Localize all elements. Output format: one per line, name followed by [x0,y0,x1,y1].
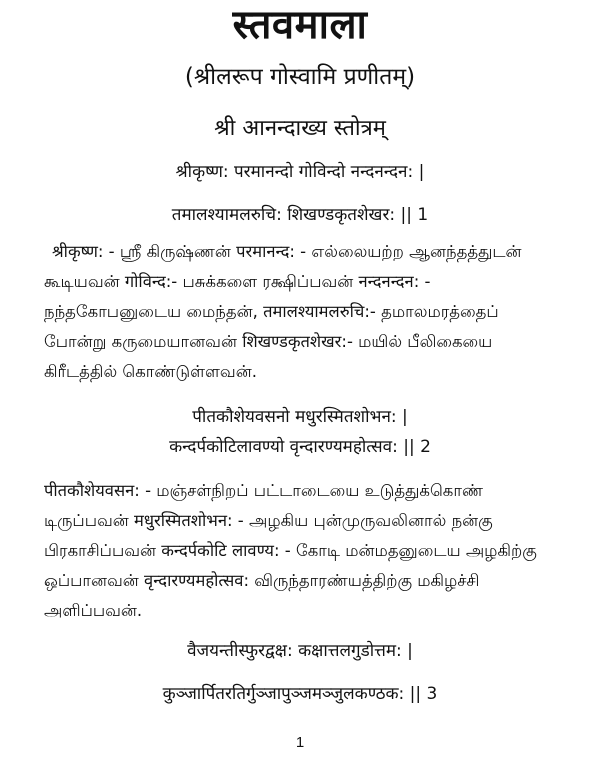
book-title: स्तवमाला [232,2,368,48]
verse-1-line-1: श्रीकृष्ण: परमानन्दो गोविन्दो नन्दनन्दन: | [175,162,425,182]
commentary-1-line-2: கூடியவன் गोविन्द:- பசுக்களை ரக்ஷிப்பவன் नन्दनन्दन: - [44,272,431,291]
commentary-2-line-5: அளிப்பவன். [44,601,143,620]
verse-2-line-1: पीतकौशेयवसनो मधुरस्मितशोभन: | [192,407,408,427]
commentary-2-line-4: ஒப்பானவன் वृन्दारण्यमहोत्सव: விருந்தாரண்யத்திற்கு மகிழச்சி [44,571,480,590]
commentary-1-line-5: கிரீடத்தில் கொண்டுள்ளவன். [44,362,257,381]
commentary-2-line-3: பிரகாசிப்பவன் कन्दर्पकोटि लावण्य: - கோடி மன்மதனுடைய அழகிற்கு [44,541,537,560]
verse-3-line-2: कुञ्जार्पितरतिर्गुञ्जापुञ्जमञ्जुलकण्ठक: || 3 [162,684,438,704]
commentary-2-line-1: पीतकौशेयवसन: - மஞ்சள்நிறப் பட்டாடையை உடுத்துக்கொண் [44,481,483,500]
commentary-1-line-4: போன்று கருமையானவன் शिखण्डकृतशेखर:- மயில் பீலிகையை [44,332,493,351]
book-subtitle: (श्रीलरूप गोस्वामि प्रणीतम्) [184,64,416,90]
commentary-2-line-2: டிருப்பவன் मधुरस्मितशोभन: - அழகிய புன்முருவலினால் நன்கு [44,511,493,530]
stotra-title: श्री आनन्दाख्य स्तोत्रम् [214,116,386,141]
commentary-1-line-1: श्रीकृष्ण: - ஸ்ரீ கிருஷ்ணன் परमानन्द: - எல்லையற்ற ஆனந்தத்துடன் [52,242,522,261]
verse-2-line-2: कन्दर्पकोटिलावण्यो वृन्दारण्यमहोत्सव: || 2 [169,437,431,457]
commentary-1-line-3: நந்தகோபனுடைய மைந்தன், तमालश्यामलरुचि:- தமாலமரத்தைப் [44,302,499,321]
page-number: 1 [295,734,305,751]
commentary-2 [44,476,584,626]
verse-1-line-2: तमालश्यामलरुचि: शिखण्डकृतशेखर: || 1 [171,205,429,225]
commentary-1 [44,237,584,387]
verse-3-line-1: वैजयन्तीस्फुरद्वक्ष: कक्षात्तलगुडोत्तम: | [187,641,413,661]
